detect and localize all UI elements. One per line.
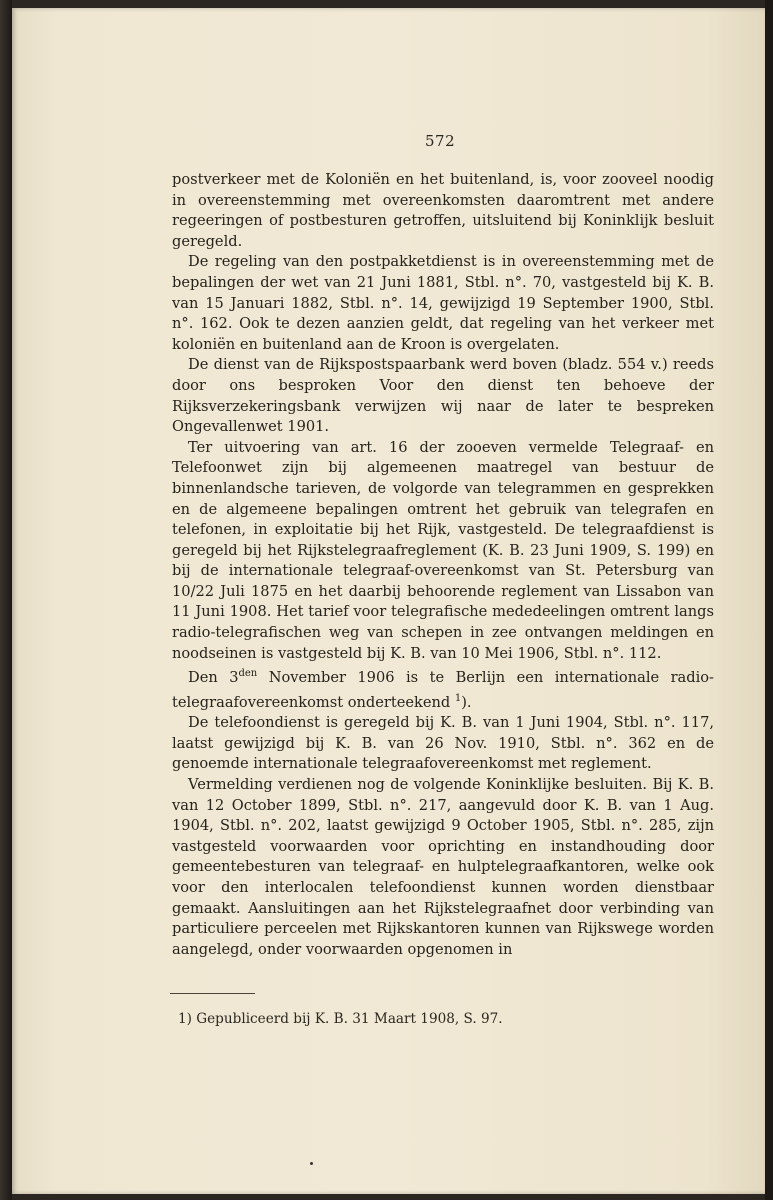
paragraph-rijkspostspaarbank: De dienst van de Rijkspostspaarbank werd boven (bladz. 554 v.) reeds door ons besproken Voor den dienst ten behoeve der Rijksverzekeringsbank verwijzen wij naar de later te bespreken Ongevallenwet 1901. [172, 356, 714, 436]
scan-edge-right [765, 0, 773, 1200]
paragraph-radiotelegraaf [172, 664, 714, 713]
den-text-before: Den 3 [188, 669, 239, 687]
footnote-reference: 1 [454, 692, 462, 704]
footnote [178, 1011, 698, 1027]
paragraph-koninklijke-besluiten: Vermelding verdienen nog de volgende Koninklijke besluiten. Bij K. B. van 12 October 1899, Stbl. n°. 217, aangevuld door K. B. van 1 Aug. 1904, Stbl. n°. 202, laatst gewijzigd 9 October 1905, Stbl. n°. 285, zijn vastgesteld voorwaarden voor oprichting en instandhouding door gemeentebesturen van telegraaf- en hulptelegraafkantoren, welke ook voor den interlocalen telefoondienst kunnen worden dienstbaar gemaakt. Aansluitingen aan het Rijkstelegraafnet door verbinding van particuliere perceelen met Rijkskantoren kunnen van Rijkswege worden aangelegd, onder voorwaarden opgenomen in [172, 775, 714, 958]
footnote-text: Gepubliceerd bij K. B. 31 Maart 1908, S. 97. [196, 1011, 503, 1027]
body-text [172, 170, 714, 960]
paragraph-telegraafwet: Ter uitvoering van art. 16 der zooeven vermelde Telegraaf- en Telefoonwet zijn bij algemeenen maatregel van bestuur de binnenlandsche tarieven, de volgorde van telegrammen en gesprekken en de algemeene bepalingen omtrent het gebruik van telegrafen en telefonen, in exploitatie bij het Rijk, vastgesteld. De telegraafdienst is geregeld bij het Rijkstelegraafreglement (K. B. 23 Juni 1909, S. 199) en bij de internationale telegraaf-overeenkomst van St. Petersburg van 10/22 Juli 1875 en het daarbij behoorende reglement van Lissabon van 11 Juni 1908. Het tarief voor telegrafische mededeelingen omtrent langs radio-telegrafischen weg van schepen in zee ontvangen meldingen en noodseinen is vastgesteld bij K. B. van 10 Mei 1906, Stbl. n°. 112. [172, 438, 714, 662]
footnote-rule [170, 993, 255, 994]
footnote-marker: 1) [178, 1011, 192, 1027]
scan-speck [310, 1162, 313, 1165]
scan-edge-left [0, 0, 12, 1200]
paragraph-telefoondienst: De telefoondienst is geregeld bij K. B. van 1 Juni 1904, Stbl. n°. 117, laatst gewijzigd bij K. B. van 26 Nov. 1910, Stbl. n°. 362 en de genoemde internationale telegraafovereenkomst met reglement. [172, 714, 714, 773]
den-text-closing: ). [461, 693, 472, 711]
paragraph-postverkeer: postverkeer met de Koloniën en het buitenland, is, voor zooveel noodig in overeenstemming met overeenkomsten daaromtrent met andere regeeringen of postbesturen getroffen, uitsluitend bij Koninklijk besluit geregeld. [172, 171, 714, 250]
den-text-after: November 1906 is te Berlijn een internationale radio-telegraafovereenkomst onderteekend [172, 669, 714, 711]
den-superscript: den [238, 668, 258, 680]
page-number: 572 [425, 132, 456, 150]
paragraph-postpakketdienst: De regeling van den postpakketdienst is in overeenstemming met de bepalingen der wet van 21 Juni 1881, Stbl. n°. 70, vastgesteld bij K. B. van 15 Januari 1882, Stbl. n°. 14, gewijzigd 19 September 1900, Stbl. n°. 162. Ook te dezen aanzien geldt, dat regeling van het verkeer met koloniën en buitenland aan de Kroon is overgelaten. [172, 253, 714, 353]
